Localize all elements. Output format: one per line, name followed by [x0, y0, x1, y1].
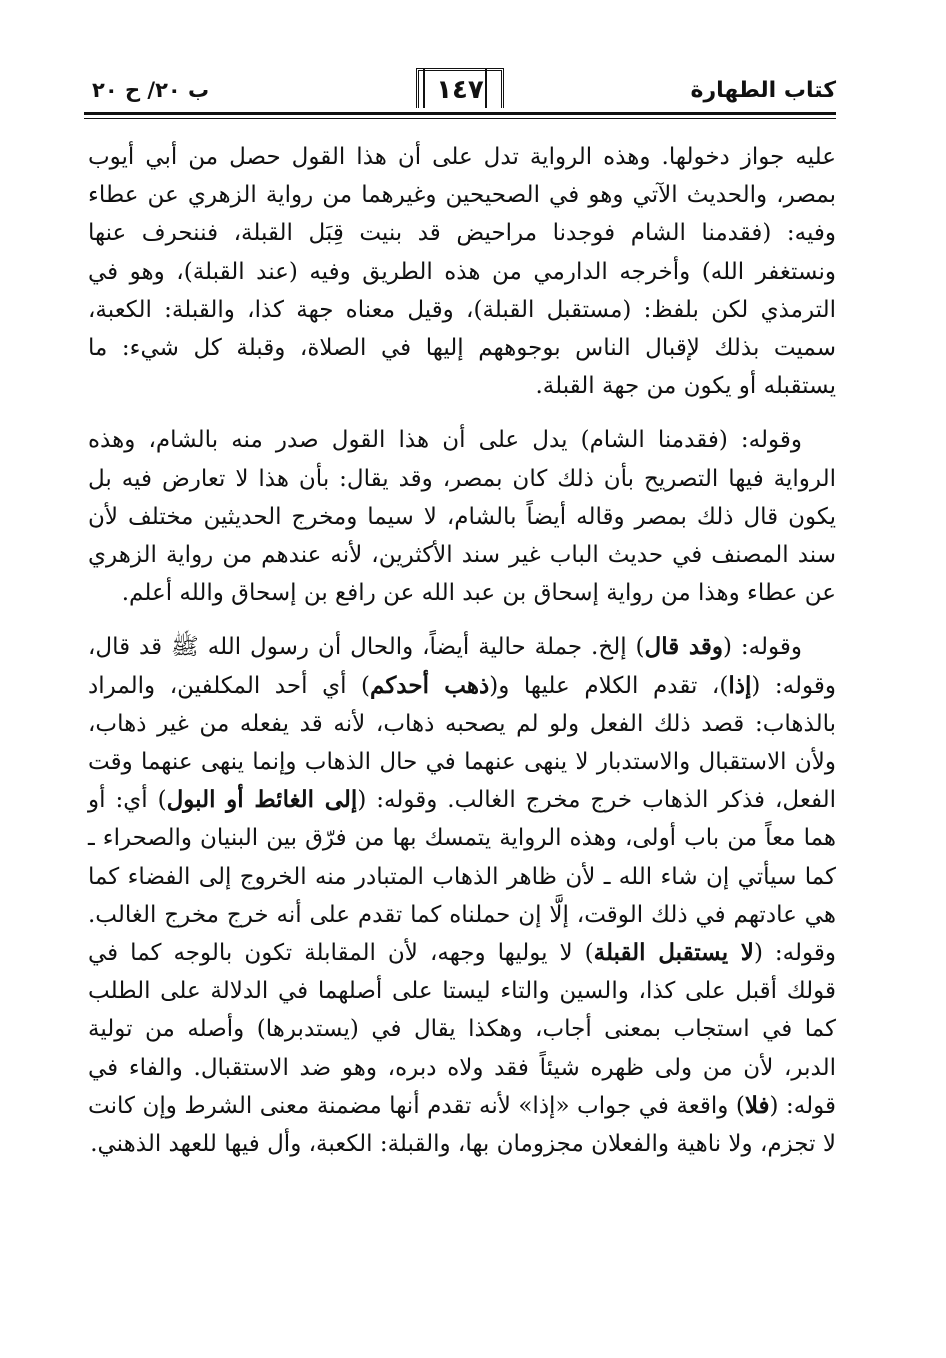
- body-text: [88, 138, 836, 1163]
- paragraph-3-text: وقوله: (: [723, 634, 802, 661]
- chapter-hadith-reference: ب ٢٠/ ح ٢٠: [92, 78, 210, 102]
- quoted-phrase: وقد قال: [644, 633, 724, 661]
- page-number: ١٤٧: [436, 75, 484, 105]
- page-header: [84, 62, 836, 114]
- paragraph-3: [88, 628, 836, 1163]
- paragraph-1: [88, 138, 836, 405]
- page-number-frame: [416, 68, 504, 108]
- quoted-phrase: ذهب أحدكم: [370, 671, 490, 699]
- quoted-phrase: إذا: [728, 671, 752, 699]
- paragraph-1-text: عليه جواز دخولها. وهذه الرواية تدل على أن هذا القول حصل من أبي أيوب بمصر، والحديث الآتي وهو في الصحيحين وغيرهما من رواية الزهري عن عطاء وفيه: (فقدمنا الشام فوجدنا مراحيض قد بنيت قِبَل القبلة، فننحرف عنها ونستغفر الله) وأخرجه الدارمي من هذه الطريق وفيه (عند القبلة)، وهو في الترمذي لكن بلفظ: (مستقبل القبلة)، وقيل معناه جهة كذا، والقبلة: الكعبة، سميت بذلك لإقبال الناس بوجوههم إليها في الصلاة، وقبلة كل شيء: ما يستقبله أو يكون من جهة القبلة.: [88, 144, 836, 400]
- paragraph-3-text: ) إلخ. جملة حالية أيضاً، والحال أن رسول الله ﷺ قد قال، وقوله: (: [88, 634, 837, 699]
- paragraph-3-text: ) أي أحد المكلفين، والمراد بالذهاب: قصد ذلك الفعل ولو لم يصحبه ذهاب، لأنه قد يفعله من غير ذهاب، ولأن الاستقبال والاستدبار لا ينهى عنهما في حال الذهاب وإنما ينهى عنهما وقت الفعل، فذكر الذهاب خرج مخرج الغالب. وقوله: (: [88, 672, 836, 814]
- paragraph-2: [88, 421, 836, 612]
- paragraph-3-text: ) واقعة في جواب «إذا» لأنه تقدم أنها مضمنة معنى الشرط وإن كانت لا تجزم، ولا ناهية والفعلان مجزومان بها، والقبلة: الكعبة، وأل فيها للعهد الذهني.: [88, 1092, 836, 1158]
- header-rule-thick: [84, 112, 836, 115]
- quoted-phrase: لا يستقبل القبلة: [593, 939, 754, 967]
- paragraph-2-text: وقوله: (فقدمنا الشام) يدل على أن هذا القول صدر منه بالشام، وهذه الرواية فيها التصريح بأن ذلك كان بمصر، وقد يقال: بأن هذا لا تعارض فيه بل يكون قال ذلك بمصر وقاله أيضاً بالشام، لا سيما ومخرج الحديثين مختلف لأن سند المصنف في حديث الباب غير سند الأكثرين، لأنه عندهم من رواية الزهري عن عطاء وهذا من رواية إسحاق بن عبد الله عن رافع بن إسحاق والله أعلم.: [88, 427, 836, 607]
- paragraph-3-text: ) أي: أو هما معاً من باب أولى، وهذه الرواية يتمسك بها من فرّق بين البنيان والصحراء ـ كما سيأتي إن شاء الله ـ لأن ظاهر الذهاب المتبادر منه الخروج إلى الفضاء كما هي عادتهم في ذلك الوقت، إلَّا إن حملناه كما تقدم على أنه خرج مخرج الغالب. وقوله: (: [88, 787, 836, 967]
- paragraph-3-text: )، تقدم الكلام عليها و(: [489, 672, 729, 699]
- book-title: كتاب الطهارة: [690, 78, 836, 103]
- paragraph-3-text: ) لا يوليها وجهه، لأن المقابلة تكون بالوجه كما في قولك أقبل على كذا، والسين والتاء ليستا على أصلهما في الدلالة على الطلب كما في استجاب بمعنى أجاب، وهكذا يقال في (يستدبرها) وأصله من تولية الدبر، لأن من ولى ظهره شيئاً فقد ولاه دبره، وهو ضد الاستقبال. والفاء في قوله: (: [88, 940, 837, 1119]
- header-rule-thin: [84, 118, 836, 119]
- quoted-phrase: فلا: [744, 1091, 770, 1119]
- quoted-phrase: إلى الغائط أو البول: [166, 786, 358, 814]
